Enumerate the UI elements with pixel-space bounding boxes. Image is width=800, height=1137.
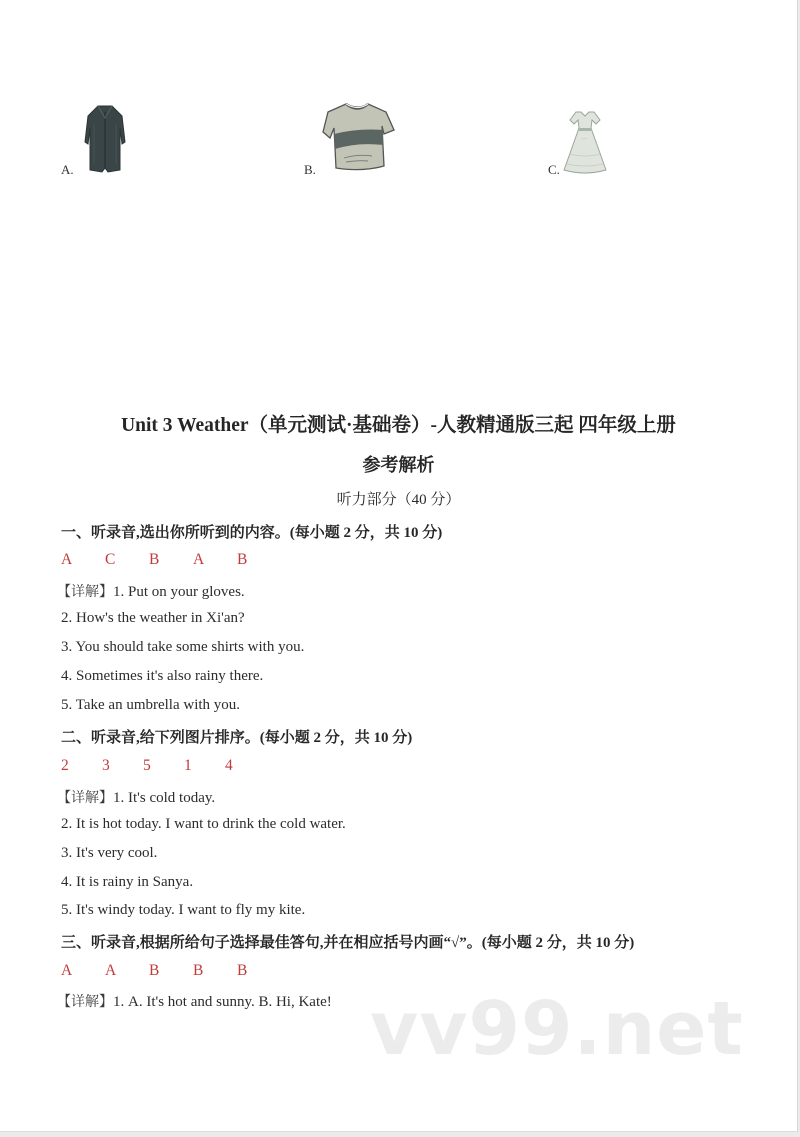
answer: B xyxy=(237,962,248,979)
section-3-heading: 三、听录音,根据所给句子选择最佳答句,并在相应括号内画“√”。(每小题 2 分，共 10 分) xyxy=(61,935,635,951)
detail-line: 3. It's very cool. xyxy=(61,845,158,861)
detail-line: 5. It's windy today. I want to fly my kite. xyxy=(61,902,306,918)
section-1-answers xyxy=(61,551,261,571)
answer: 1 xyxy=(184,757,192,774)
answer: 5 xyxy=(143,757,151,774)
answer: 2 xyxy=(61,757,69,774)
option-b-label: B. xyxy=(304,162,316,177)
detail-text: 1. It's cold today. xyxy=(113,790,216,806)
detail-line: 3. You should take some shirts with you. xyxy=(61,639,305,655)
section-2-answers xyxy=(61,757,261,777)
answer: 3 xyxy=(102,757,110,774)
section-1-detail-line xyxy=(57,581,245,601)
section-3-detail-line xyxy=(57,991,332,1011)
answer: 4 xyxy=(225,757,233,774)
detail-tag: 【详解】 xyxy=(57,994,113,1010)
detail-tag: 【详解】 xyxy=(57,790,113,806)
answer: A xyxy=(61,551,73,568)
section-2-detail-line xyxy=(57,787,216,807)
section-1-heading: 一、听录音,选出你所听到的内容。(每小题 2 分，共 10 分) xyxy=(61,525,443,541)
detail-line: 4. Sometimes it's also rainy there. xyxy=(61,668,264,684)
answer: B xyxy=(193,962,204,979)
long-coat-picture xyxy=(82,104,128,174)
answer: B xyxy=(149,962,160,979)
answer: C xyxy=(105,551,116,568)
detail-line: 2. How's the weather in Xi'an? xyxy=(61,610,245,626)
detail-line: 5. Take an umbrella with you. xyxy=(61,697,241,713)
answer: B xyxy=(237,551,248,568)
option-a-label: A. xyxy=(61,162,74,177)
answer: A xyxy=(61,962,73,979)
section-3-answers xyxy=(61,962,261,982)
answer: A xyxy=(193,551,205,568)
dress-picture xyxy=(562,110,608,174)
section-2-heading: 二、听录音,给下列图片排序。(每小题 2 分，共 10 分) xyxy=(61,730,413,746)
watermark: vv99.net xyxy=(370,986,744,1072)
option-c-label: C. xyxy=(548,162,560,177)
detail-text: 1. Put on your gloves. xyxy=(113,584,245,600)
document-title: Unit 3 Weather（单元测试·基础卷）-人教精通版三起 四年级上册 xyxy=(121,415,676,436)
answer: B xyxy=(149,551,160,568)
answer: A xyxy=(105,962,117,979)
detail-tag: 【详解】 xyxy=(57,584,113,600)
detail-text: 1. A. It's hot and sunny. B. Hi, Kate! xyxy=(113,994,332,1010)
t-shirt-picture xyxy=(322,100,396,172)
listening-part-title: 听力部分（40 分） xyxy=(336,492,461,508)
answer-key-subtitle: 参考解析 xyxy=(362,455,435,475)
detail-line: 4. It is rainy in Sanya. xyxy=(61,874,194,890)
detail-line: 2. It is hot today. I want to drink the cold water. xyxy=(61,816,346,832)
